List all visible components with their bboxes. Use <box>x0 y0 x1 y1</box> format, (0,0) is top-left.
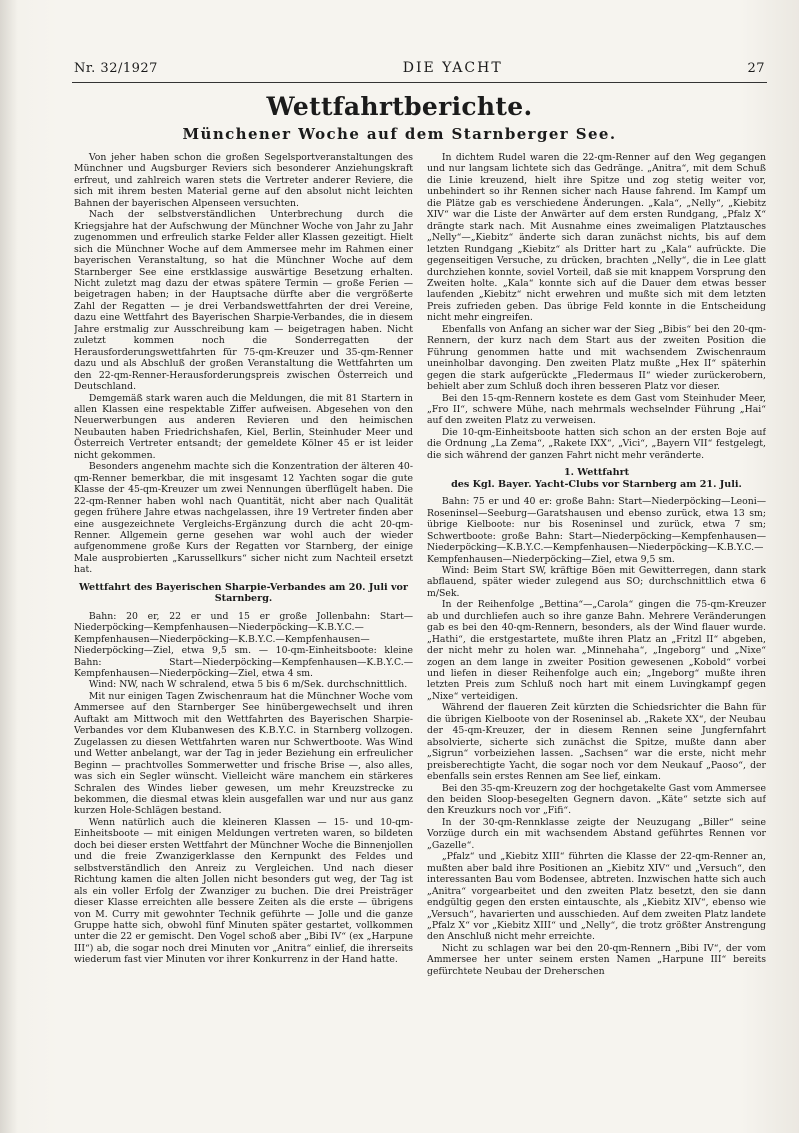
paragraph: „Pfalz“ und „Kiebitz XIII“ führten die Klasse der 22-qm-Renner an, mußten aber bald ihre Positionen an „Kiebitz XIV“ und „Versuch“, den interessanten Bau vom Bodensee, abtreten. Inzwischen hatte sich auch „Anitra“ vorgearbeitet und den zweiten Platz besetzt, den sie dann endgültig gegen den ersten eintauschte, als „Kiebitz XIV“, ebenso wie „Versuch“, havarierten und ausschieden. Auf dem zweiten Platz landete „Pfalz X“ vor „Kiebitz XIII“ und „Nelly“, die trotz größter Anstrengung den Anschluß nicht mehr erreichte. <box>427 851 766 943</box>
paragraph: Bei den 35-qm-Kreuzern zog der hochgetakelte Gast vom Ammersee den beiden Sloop-besegelten Gegnern davon. „Käte“ setzte sich auf den Kreuzkurs noch vor „Fifi“. <box>427 782 766 817</box>
section-heading: Wettfahrt des Bayerischen Sharpie-Verbandes am 20. Juli vor Starnberg. <box>79 581 408 605</box>
paragraph: In der 30-qm-Rennklasse zeigte der Neuzugang „Biller“ seine Vorzüge durch ein mit wachsendem Abstand geführtes Rennen vor „Gazelle“. <box>427 816 766 851</box>
section-heading-line2: des Kgl. Bayer. Yacht-Clubs vor Starnberg am 21. Juli. <box>451 478 742 490</box>
paragraph: In dichtem Rudel waren die 22-qm-Renner auf den Weg gegangen und nur langsam lichtete sich das Gedränge. „Anitra“, mit dem Schuß die Linie kreuzend, hielt ihre Spitze und zog stetig weiter vor, unbehindert so ihr Rennen sicher nach Hause fahrend. Im Kampf um die Plätze gab es verschiedene Änderungen. „Kala“, „Nelly“, „Kiebitz XIV“ war die Liste der Anwärter auf dem ersten Rundgang, „Pfalz X“ drängte stark nach. Mit Ausnahme eines zweimaligen Platztausches „Nelly“—„Kiebitz“ änderte sich daran zunächst nichts, bis auf dem letzten Rundgang „Kiebitz“ als Dritter hart zu „Kala“ aufrückte. Die gegenseitigen Versuche, zu drücken, brachten „Nelly“, die in Lee glatt durchziehen konnte, soviel Vorteil, daß sie mit knappem Vorsprung den Zweiten holte. „Kala“ konnte sich auf die Dauer dem etwas besser laufenden „Kiebitz“ nicht erwehren und mußte sich mit dem letzten Preis zufrieden geben. Das übrige Feld konnte in die Entscheidung nicht mehr eingreifen. <box>427 152 766 324</box>
right-column <box>427 152 766 1067</box>
section-heading <box>427 467 766 490</box>
paragraph: Von jeher haben schon die großen Segelsportveranstaltungen des Münchner und Augsburger Reviers sich besonderer Anziehungskraft erfreut, und zahlreich waren stets die Vertreter anderer Reviere, die sich mit ihrem besten Material gerne auf den absolut nicht leichten Bahnen der bayerischen Alpenseen versuchten. <box>74 152 413 209</box>
left-column <box>74 152 413 1067</box>
header-rule <box>72 82 767 83</box>
paragraph: Wenn natürlich auch die kleineren Klassen — 15- und 10-qm-Einheitsboote — mit einigen Meldungen vertreten waren, so bildeten doch bei dieser ersten Wettfahrt der Münchner Woche die Binnenjollen und die freie Zwanzigerklasse den Kernpunkt des Feldes und selbstverständlich den Anreiz zu Vergleichen. Und nach dieser Richtung kamen die alten Jollen nicht besonders gut weg, der Tag ist als ein voller Erfolg der Zwanziger zu buchen. Die drei Preisträger dieser Klasse erreichten alle bessere Zeiten als die erste — übrigens von M. Curry mit gewohnter Technik geführte — Jolle und die ganze Gruppe hatte sich, obwohl fünf Minuten später gestartet, vollkommen unter die 22 er gemischt. Den Vogel schoß aber „Bibi IV“ (ex „Harpune III“) ab, die sogar noch drei Minuten vor „Anitra“ einlief, die ihrerseits wiederum fast vier Minuten vor ihrer Konkurrenz in der Hand hatte. <box>74 816 413 966</box>
paragraph: Nach der selbstverständlichen Unterbrechung durch die Kriegsjahre hat der Aufschwung der Münchner Woche von Jahr zu Jahr zugenommen und erfreulich starke Felder aller Klassen gezeitigt. Hielt sich die Münchner Woche auf dem Ammersee mehr im Rahmen einer bayerischen Veranstaltung, so hat die Münchner Woche auf dem Starnberger See eine erstklassige auswärtige Besetzung erhalten. Nicht zuletzt mag dazu der etwas spätere Termin — große Ferien — beigetragen haben; in der Hauptsache dürfte aber die vergrößerte Zahl der Regatten — je drei Verbandswettfahrten der drei Vereine, dazu eine Wettfahrt des Bayerischen Sharpie-Verbandes, die in diesem Jahre erstmalig zur Ausschreibung kam — beigetragen haben. Nicht zuletzt kommen noch die Sonderregatten der Herausforderungswettfahrten für 75-qm-Kreuzer und 35-qm-Renner dazu und als Abschluß der großen Veranstaltung die Wettfahrten um den 22-qm-Renner-Herausforderungspreis zwischen Österreich und Deutschland. <box>74 209 413 393</box>
page-header <box>74 60 765 82</box>
section-heading-line1: 1. Wettfahrt <box>563 467 630 479</box>
paragraph: Ebenfalls von Anfang an sicher war der Sieg „Bibis“ bei den 20-qm-Rennern, der kurz nach dem Start aus der zweiten Position die Führung genommen hatte und mit wachsendem Zwischenraum uneinholbar davonging. Den zweiten Platz mußte „Hex II“ späterhin gegen die stark aufgerückte „Fledermaus II“ wieder zurückerobern, behielt aber zum Schluß doch ihren besseren Platz vor dieser. <box>427 323 766 393</box>
article-title: Wettfahrtberichte. <box>266 92 533 121</box>
paragraph: Während der flaueren Zeit kürzten die Schiedsrichter die Bahn für die übrigen Kielboote von der Roseninsel ab. „Rakete XX“, der Neubau der 45-qm-Kreuzer, der in diesem Rennen seine Jungfernfahrt absolvierte, sicherte sich zunächst die Spitze, mußte dann aber „Sigrun“ vorbeiziehen lassen. „Sachsen“ war die erste, nicht mehr preisberechtigte Yacht, die sogar noch vor dem Neukauf „Paoso“, der ebenfalls sein erstes Rennen am See lief, einkam. <box>427 702 766 783</box>
paragraph: Bei den 15-qm-Rennern kostete es dem Gast vom Steinhuder Meer, „Fro II“, schwere Mühe, nach mehrmals wechselnder Führung „Hai“ auf den zweiten Platz zu verweisen. <box>427 392 766 427</box>
paragraph: Demgemäß stark waren auch die Meldungen, die mit 81 Startern in allen Klassen eine respektable Ziffer aufweisen. Abgesehen von den Neuerwerbungen aus anderen Revieren und den heimischen Neubauten haben Friedrichshafen, Kiel, Berlin, Steinhuder Meer und Österreich Vertreter entsandt; der gemeldete Kölner 45 er ist leider nicht gekommen. <box>74 392 413 461</box>
issue-number: Nr. 32/1927 <box>74 61 158 76</box>
paragraph: Besonders angenehm machte sich die Konzentration der älteren 40-qm-Renner bemerkbar, die mit insgesamt 12 Yachten sogar die gute Klasse der 45-qm-Kreuzer um zwei Nennungen überflügelt haben. Die 22-qm-Renner haben wohl nach Quantität, nicht aber nach Qualität gegen frühere Jahre etwas nachgelassen, ihre 19 Vertreter finden aber eine ausgezeichnete Vergleichs-Ergänzung durch die acht 20-qm-Renner. Allgemein gerne gesehen war wohl auch der wieder aufgenommene große Kurs der Regatten vor Starnberg, der einige Male ausprobierten „Karussellkurs“ sicher nicht zum Nachteil ersetzt hat. <box>74 461 413 576</box>
paragraph: In der Reihenfolge „Bettina“—„Carola“ gingen die 75-qm-Kreuzer ab und durchliefen auch so ihre ganze Bahn. Mehrere Veränderungen gab es bei den 40-qm-Rennern, besonders, als der Wind flauer wurde. „Hathi“, die erstgestartete, mußte ihren Platz an „Fritzl II“ abgeben, der nicht mehr zu holen war. „Minnehaha“, „Ingeborg“ und „Nixe“ zogen an dem lange in zweiter Position gewesenen „Kobold“ vorbei und liefen in dieser Reihenfolge auch ein; „Ingeborg“ mußte ihren letzten Preis zum Schluß noch hart mit einem Luvingkampf gegen „Nixe“ verteidigen. <box>427 599 766 702</box>
paragraph: Die 10-qm-Einheitsboote hatten sich schon an der ersten Boje auf die Ordnung „La Zema“, „Rakete IXX“, „Vici“, „Bayern VII“ festgelegt, die sich während der ganzen Fahrt nicht mehr veränderte. <box>427 426 766 461</box>
article-subtitle: Münchener Woche auf dem Starnberger See. <box>182 125 617 143</box>
paragraph: Wind: Beim Start SW, kräftige Böen mit Gewitterregen, dann stark abflauend, später wieder zulegend aus SO; durchschnittlich etwa 6 m/Sek. <box>427 564 766 599</box>
page-number: 27 <box>747 61 765 76</box>
magazine-name: DIE YACHT <box>402 60 503 76</box>
paragraph: Bahn: 20 er, 22 er und 15 er große Jollenbahn: Start—Niederpöcking—Kempfenhausen—Niederpöcking—K.B.Y.C.—Kempfenhausen—Niederpöcking—K.B.Y.C.—Kempfenhausen—Niederpöcking—Ziel, etwa 9,5 sm. — 10-qm-Einheitsboote: kleine Bahn: Start—Niederpöcking—Kempfenhausen—K.B.Y.C.—Kempfenhausen—Niederpöcking—Ziel, etwa 4 sm. <box>74 610 413 680</box>
paragraph: Nicht zu schlagen war bei den 20-qm-Rennern „Bibi IV“, der vom Ammersee her unter seinem ersten Namen „Harpune III“ bereits gefürchtete Neubau der Dreherschen <box>427 942 766 977</box>
paragraph: Wind: NW, nach W schralend, etwa 5 bis 6 m/Sek. durchschnittlich. <box>88 679 408 691</box>
paragraph: Mit nur einigen Tagen Zwischenraum hat die Münchner Woche vom Ammersee auf den Starnberger See hinübergewechselt und ihren Auftakt am Mittwoch mit den Wettfahrten des Bayerischen Sharpie-Verbandes vor dem Klubanwesen des K.B.Y.C. in Starnberg vollzogen. Zugelassen zu diesen Wettfahrten waren nur Schwertboote. Was Wind und Wetter anbelangt, war der Tag in jeder Beziehung ein erfreulicher Beginn — prachtvolles Sommerwetter und frische Brise —, also alles, was sich ein Segler wünscht. Vielleicht wäre manchem ein stärkeres Schralen des Windes lieber gewesen, um mehr Kreuzstrecke zu bekommen, die diesmal etwas klein ausgefallen war und nur aus ganz kurzen Hole-Schlägen bestand. <box>74 690 413 817</box>
paragraph: Bahn: 75 er und 40 er: große Bahn: Start—Niederpöcking—Leoni—Roseninsel—Seeburg—Garatshausen und ebenso zurück, etwa 13 sm; übrige Kielboote: nur bis Roseninsel und zurück, etwa 7 sm; Schwertboote: große Bahn: Start—Niederpöcking—Kempfenhausen—Niederpöcking—K.B.Y.C.—Kempfenhausen—Niederpöcking—K.B.Y.C.—Kempfenhausen—Niederpöcking—Ziel, etwa 9,5 sm. <box>427 496 766 565</box>
